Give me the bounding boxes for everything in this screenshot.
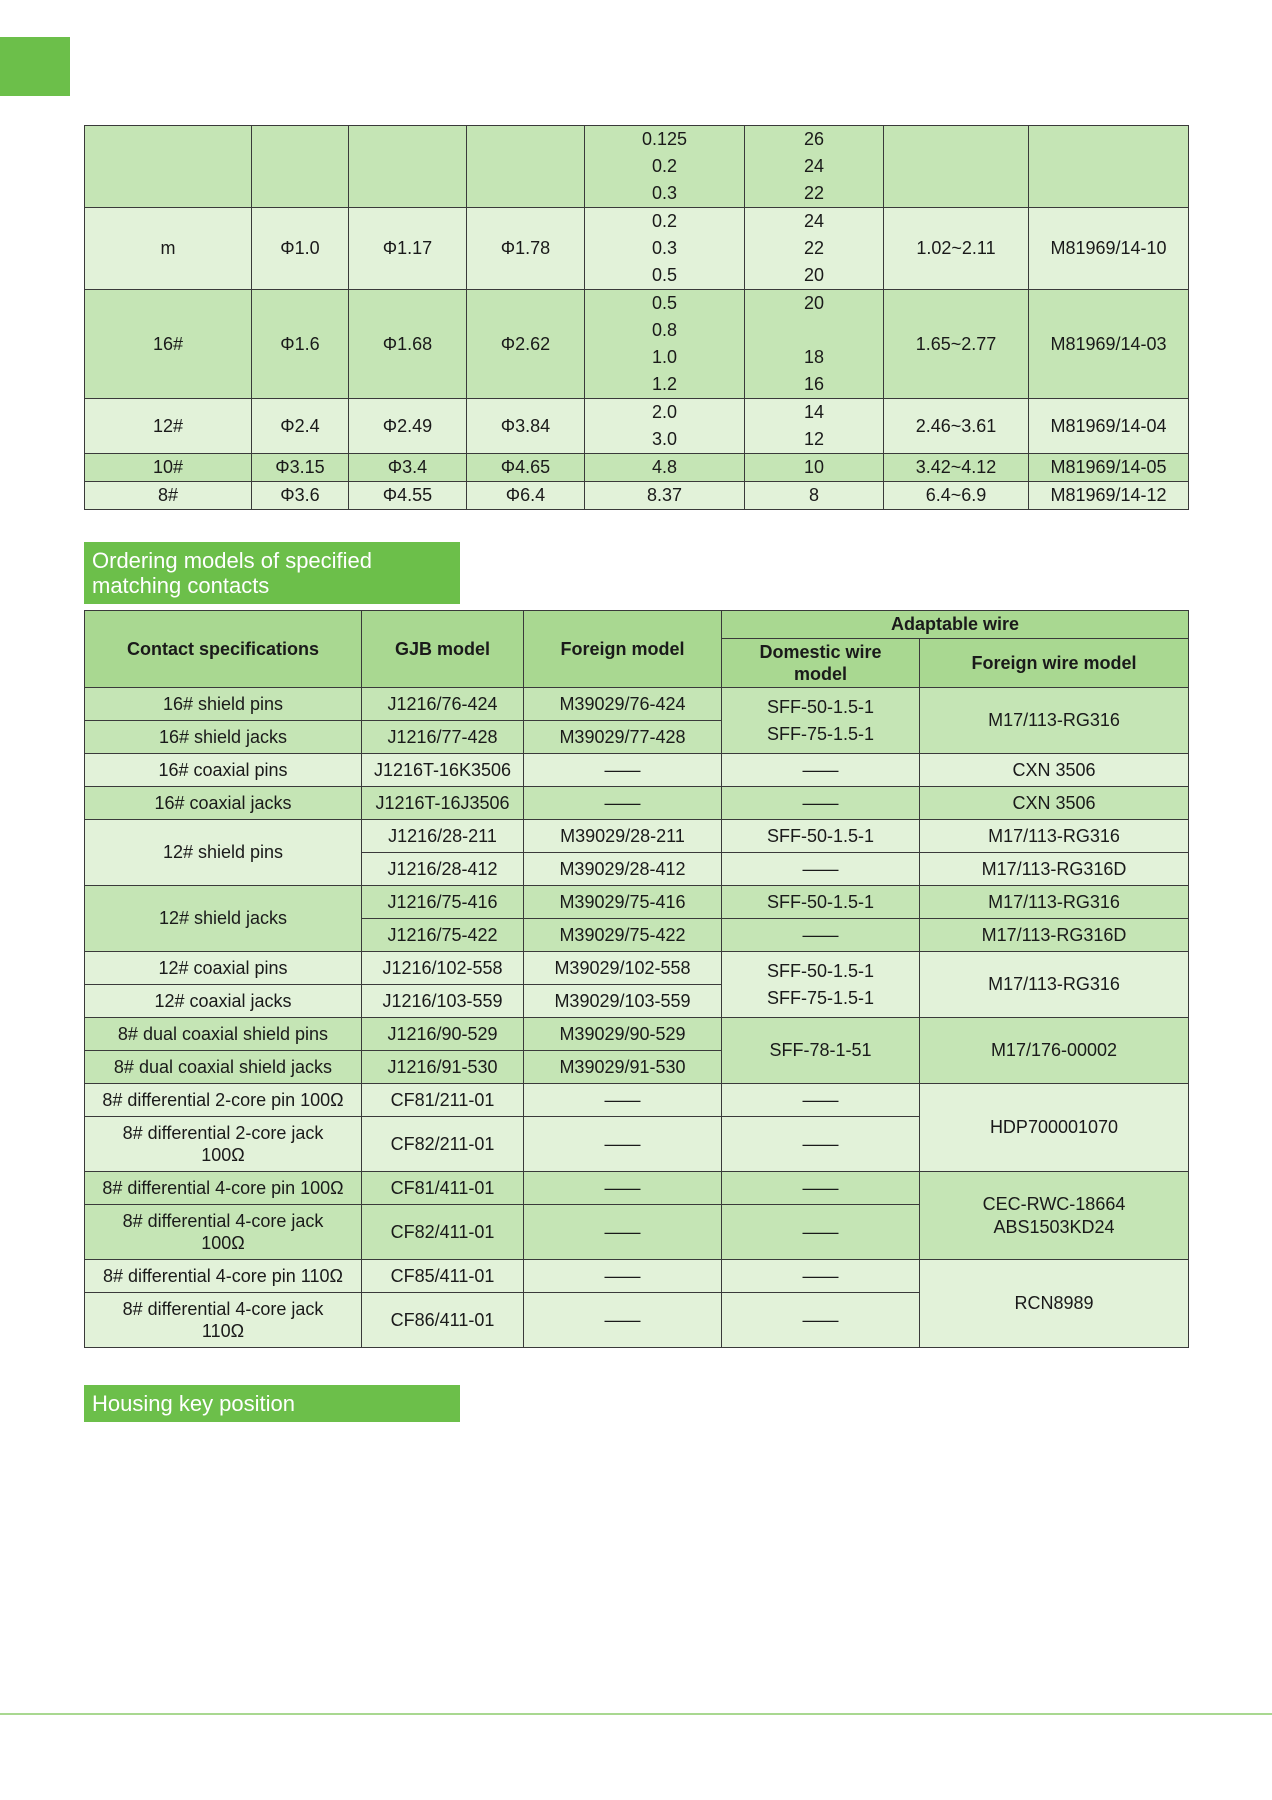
gjb-cell: CF81/211-01	[362, 1084, 524, 1117]
size-cell: m	[85, 208, 252, 290]
gjb-cell: J1216/28-211	[362, 820, 524, 853]
gjb-cell: CF86/411-01	[362, 1293, 524, 1348]
foreign-cell: M39029/75-416	[524, 886, 722, 919]
domestic-cell: SFF-50-1.5-1 SFF-75-1.5-1	[722, 952, 920, 1018]
foreign-cell: ——	[524, 754, 722, 787]
fwire-cell: M17/113-RG316	[920, 820, 1189, 853]
domestic-cell: SFF-78-1-51	[722, 1018, 920, 1084]
table-row	[85, 688, 1189, 721]
dim-cell: Φ3.4	[349, 454, 467, 482]
size-cell	[85, 126, 252, 208]
range-cell: 6.4~6.9	[884, 482, 1029, 510]
domestic-cell: ——	[722, 919, 920, 952]
gjb-cell: J1216/28-412	[362, 853, 524, 886]
fwire-cell: M17/113-RG316D	[920, 853, 1189, 886]
foreign-cell: M39029/28-211	[524, 820, 722, 853]
tool-cell: M81969/14-03	[1029, 290, 1189, 399]
fwire-cell: M17/113-RG316D	[920, 919, 1189, 952]
gjb-cell: J1216/90-529	[362, 1018, 524, 1051]
table-row	[85, 399, 1189, 454]
awg-cell: 10	[745, 454, 884, 482]
domestic-cell: SFF-50-1.5-1 SFF-75-1.5-1	[722, 688, 920, 754]
table-row	[85, 952, 1189, 985]
gjb-cell: J1216/75-422	[362, 919, 524, 952]
table-row	[85, 1084, 1189, 1117]
gjb-cell: J1216T-16J3506	[362, 787, 524, 820]
table-row	[85, 290, 1189, 399]
spec-cell: 8# differential 4-core jack 110Ω	[85, 1293, 362, 1348]
fwire-cell: CEC-RWC-18664 ABS1503KD24	[920, 1172, 1189, 1260]
spec-cell: 16# shield jacks	[85, 721, 362, 754]
foreign-cell: M39029/102-558	[524, 952, 722, 985]
spec-cell: 16# coaxial pins	[85, 754, 362, 787]
header-adaptable-wire: Adaptable wire	[722, 611, 1189, 639]
gjb-cell: CF82/211-01	[362, 1117, 524, 1172]
gjb-cell: J1216/76-424	[362, 688, 524, 721]
dim-cell: Φ3.84	[467, 399, 585, 454]
corner-tab	[0, 37, 70, 96]
dim-cell: Φ2.4	[252, 399, 349, 454]
awg-cell: 24 22 20	[745, 208, 884, 290]
table-row	[85, 820, 1189, 853]
foreign-cell: M39029/28-412	[524, 853, 722, 886]
range-cell: 1.02~2.11	[884, 208, 1029, 290]
dim-cell: Φ1.68	[349, 290, 467, 399]
domestic-cell: ——	[722, 1205, 920, 1260]
dim-cell: Φ4.65	[467, 454, 585, 482]
awg-cell: 8	[745, 482, 884, 510]
table-row	[85, 126, 1189, 208]
foreign-cell: ——	[524, 1205, 722, 1260]
domestic-cell: ——	[722, 787, 920, 820]
section-title-housing-key: Housing key position	[84, 1385, 460, 1422]
gjb-cell: J1216/75-416	[362, 886, 524, 919]
tool-cell	[1029, 126, 1189, 208]
domestic-cell: ——	[722, 1117, 920, 1172]
gjb-cell: J1216/91-530	[362, 1051, 524, 1084]
spec-cell: 12# shield jacks	[85, 886, 362, 952]
tool-cell: M81969/14-04	[1029, 399, 1189, 454]
tool-cell: M81969/14-05	[1029, 454, 1189, 482]
foreign-cell: ——	[524, 787, 722, 820]
footer-divider	[0, 1713, 1272, 1715]
table-row	[85, 1018, 1189, 1051]
domestic-cell: ——	[722, 1260, 920, 1293]
spec-cell: 8# dual coaxial shield pins	[85, 1018, 362, 1051]
spec-cell: 12# shield pins	[85, 820, 362, 886]
section-title-ordering: Ordering models of specified matching contacts	[84, 542, 460, 604]
range-cell: 1.65~2.77	[884, 290, 1029, 399]
fwire-cell: CXN 3506	[920, 754, 1189, 787]
foreign-cell: ——	[524, 1260, 722, 1293]
fwire-cell: M17/113-RG316	[920, 886, 1189, 919]
gjb-cell: J1216/102-558	[362, 952, 524, 985]
table-row	[85, 787, 1189, 820]
foreign-cell: M39029/75-422	[524, 919, 722, 952]
range-cell	[884, 126, 1029, 208]
table-row	[85, 482, 1189, 510]
size-cell: 8#	[85, 482, 252, 510]
gjb-cell: J1216T-16K3506	[362, 754, 524, 787]
section-cell: 0.5 0.8 1.0 1.2	[585, 290, 745, 399]
dim-cell	[349, 126, 467, 208]
table-row	[85, 454, 1189, 482]
size-cell: 10#	[85, 454, 252, 482]
table-row	[85, 886, 1189, 919]
header-foreign-wire: Foreign wire model	[920, 639, 1189, 688]
fwire-cell: HDP700001070	[920, 1084, 1189, 1172]
dim-cell: Φ3.15	[252, 454, 349, 482]
ordering-models-table	[84, 610, 1189, 1348]
range-cell: 3.42~4.12	[884, 454, 1029, 482]
dim-cell: Φ2.62	[467, 290, 585, 399]
spec-cell: 16# coaxial jacks	[85, 787, 362, 820]
awg-cell: 20 18 16	[745, 290, 884, 399]
spec-cell: 16# shield pins	[85, 688, 362, 721]
section-cell: 0.125 0.2 0.3	[585, 126, 745, 208]
header-domestic-wire: Domestic wire model	[722, 639, 920, 688]
dim-cell: Φ1.78	[467, 208, 585, 290]
foreign-cell: ——	[524, 1084, 722, 1117]
section-cell: 4.8	[585, 454, 745, 482]
dim-cell: Φ3.6	[252, 482, 349, 510]
section-cell: 2.0 3.0	[585, 399, 745, 454]
header-foreign-model: Foreign model	[524, 611, 722, 688]
spec-cell: 8# differential 4-core pin 100Ω	[85, 1172, 362, 1205]
tool-cell: M81969/14-10	[1029, 208, 1189, 290]
table-row	[85, 208, 1189, 290]
gjb-cell: CF81/411-01	[362, 1172, 524, 1205]
domestic-cell: ——	[722, 1084, 920, 1117]
fwire-cell: CXN 3506	[920, 787, 1189, 820]
table-row	[85, 1260, 1189, 1293]
foreign-cell: M39029/91-530	[524, 1051, 722, 1084]
foreign-cell: ——	[524, 1117, 722, 1172]
table-row	[85, 754, 1189, 787]
foreign-cell: M39029/77-428	[524, 721, 722, 754]
gjb-cell: J1216/103-559	[362, 985, 524, 1018]
dim-cell	[252, 126, 349, 208]
contact-size-table	[84, 125, 1189, 510]
awg-cell: 14 12	[745, 399, 884, 454]
gjb-cell: CF85/411-01	[362, 1260, 524, 1293]
dim-cell: Φ1.17	[349, 208, 467, 290]
dim-cell: Φ1.6	[252, 290, 349, 399]
dim-cell: Φ2.49	[349, 399, 467, 454]
size-cell: 16#	[85, 290, 252, 399]
domestic-cell: ——	[722, 1293, 920, 1348]
spec-cell: 12# coaxial jacks	[85, 985, 362, 1018]
fwire-cell: M17/113-RG316	[920, 952, 1189, 1018]
dim-cell: Φ1.0	[252, 208, 349, 290]
domestic-cell: SFF-50-1.5-1	[722, 820, 920, 853]
foreign-cell: M39029/90-529	[524, 1018, 722, 1051]
section-cell: 0.2 0.3 0.5	[585, 208, 745, 290]
foreign-cell: ——	[524, 1172, 722, 1205]
range-cell: 2.46~3.61	[884, 399, 1029, 454]
section-cell: 8.37	[585, 482, 745, 510]
tool-cell: M81969/14-12	[1029, 482, 1189, 510]
gjb-cell: J1216/77-428	[362, 721, 524, 754]
spec-cell: 8# differential 4-core pin 110Ω	[85, 1260, 362, 1293]
foreign-cell: M39029/103-559	[524, 985, 722, 1018]
gjb-cell: CF82/411-01	[362, 1205, 524, 1260]
size-cell: 12#	[85, 399, 252, 454]
domestic-cell: SFF-50-1.5-1	[722, 886, 920, 919]
domestic-cell: ——	[722, 1172, 920, 1205]
foreign-cell: M39029/76-424	[524, 688, 722, 721]
header-gjb-model: GJB model	[362, 611, 524, 688]
spec-cell: 8# differential 4-core jack 100Ω	[85, 1205, 362, 1260]
dim-cell: Φ4.55	[349, 482, 467, 510]
fwire-cell: M17/176-00002	[920, 1018, 1189, 1084]
header-contact-spec: Contact specifications	[85, 611, 362, 688]
spec-cell: 12# coaxial pins	[85, 952, 362, 985]
spec-cell: 8# dual coaxial shield jacks	[85, 1051, 362, 1084]
awg-cell: 26 24 22	[745, 126, 884, 208]
dim-cell	[467, 126, 585, 208]
foreign-cell: ——	[524, 1293, 722, 1348]
fwire-cell: RCN8989	[920, 1260, 1189, 1348]
domestic-cell: ——	[722, 853, 920, 886]
domestic-cell: ——	[722, 754, 920, 787]
spec-cell: 8# differential 2-core pin 100Ω	[85, 1084, 362, 1117]
table-row	[85, 1172, 1189, 1205]
dim-cell: Φ6.4	[467, 482, 585, 510]
fwire-cell: M17/113-RG316	[920, 688, 1189, 754]
spec-cell: 8# differential 2-core jack 100Ω	[85, 1117, 362, 1172]
